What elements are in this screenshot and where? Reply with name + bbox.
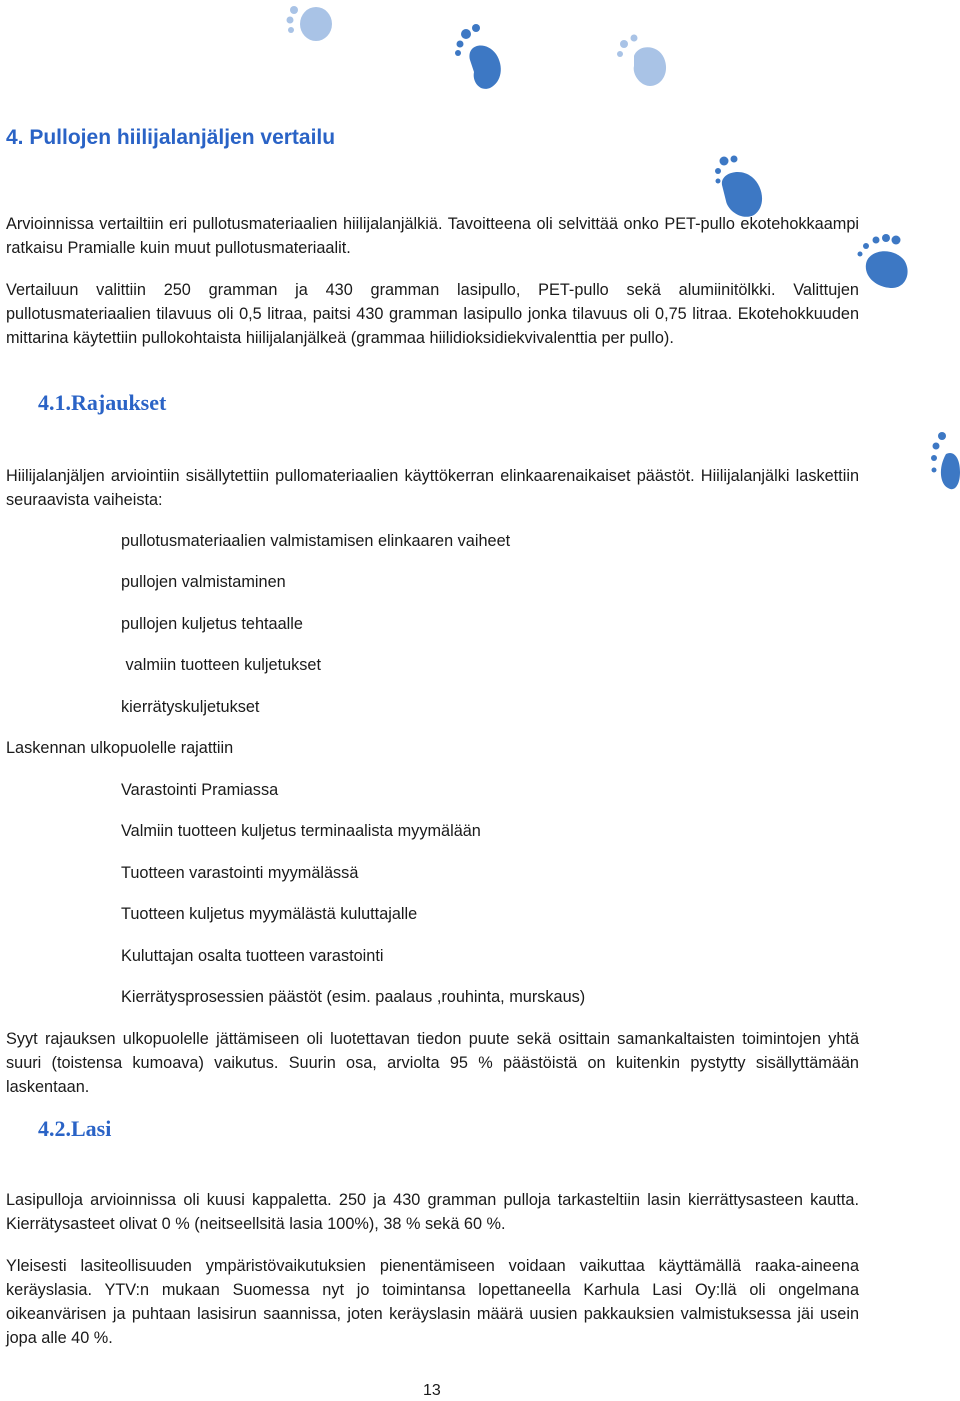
list-item: pullojen kuljetus tehtaalle xyxy=(121,615,303,633)
footprint-icon xyxy=(852,232,916,290)
list-item: pullotusmateriaalien valmistamisen elinkaaren vaiheet xyxy=(121,532,511,550)
footprint-icon xyxy=(282,0,348,44)
list-item: Varastointi Pramiassa xyxy=(121,781,279,799)
intro-paragraph-2: Vertailuun valittiin 250 gramman ja 430 gramman lasipullo, PET-pullo sekä alumiinitölkki. Valittujen pullotusmateriaalien tilavuus oli 0,5 litraa, paitsi 430 gramman lasipullo jonka tilavuus oli 0,75 litraa. Ekotehokkuuden mittarina käytettiin pullokohtaista hiilijalanjälkeä (grammaa hiilidioksidiekvivalenttia per pullo). xyxy=(6,281,859,347)
list-item: Tuotteen varastointi myymälässä xyxy=(121,864,359,882)
page-number: 13 xyxy=(423,1382,441,1399)
rajaukset-paragraph-1: Hiilijalanjäljen arviointiin sisällytettiin pullomateriaalien käyttökerran elinkaarenaikaiset päästöt. Hiilijalanjälki laskettiin seuraavista vaiheista: xyxy=(6,467,859,509)
list-item: pullojen valmistaminen xyxy=(121,573,286,591)
list-item: Kierrätysprosessien päästöt (esim. paalaus ,rouhinta, murskaus) xyxy=(121,988,586,1006)
footprint-icon xyxy=(924,428,960,494)
footprint-icon xyxy=(612,30,676,90)
intro-paragraph-1: Arvioinnissa vertailtiin eri pullotusmateriaalien hiilijalanjälkiä. Tavoitteena oli selvittää onko PET-pullo ekotehokkaampi ratkaisu Pramialle kuin muut pullotusmateriaalit. xyxy=(6,215,859,257)
list-item: kierrätyskuljetukset xyxy=(121,698,260,716)
list-item: Valmiin tuotteen kuljetus terminaalista myymälään xyxy=(121,822,481,840)
rajaukset-paragraph-2: Syyt rajauksen ulkopuolelle jättämiseen oli luotettavan tiedon puute sekä osittain samankaltaisten toimintojen yhtä suuri (toistensa kumoava) vaikutus. Suurin osa, arviolta 95 % päästöistä on kuitenkin pystytty sisällyttämään laskentaan. xyxy=(6,1030,859,1096)
list-item: valmiin tuotteen kuljetukset xyxy=(121,656,322,674)
list-item: Tuotteen kuljetus myymälästä kuluttajalle xyxy=(121,905,418,923)
subsection-heading-lasi: 4.2.Lasi xyxy=(38,1116,112,1141)
lasi-paragraph-2: Yleisesti lasiteollisuuden ympäristövaikutuksien pienentämiseen voidaan vaikuttaa käyttämällä raaka-aineena keräyslasia. YTV:n mukaan Suomessa nyt jo toimintansa lopettaneella Karhula Lasi Oy:llä oli ongelmana oikeanvärisen ja puhtaan lasisirun saannissa, joten keräyslasin määrä uusien pakkauksien valmistuksessa jäi usein jopa alle 40 %. xyxy=(6,1257,859,1347)
excluded-label: Laskennan ulkopuolelle rajattiin xyxy=(6,739,234,757)
section-heading: 4. Pullojen hiilijalanjäljen vertailu xyxy=(6,126,336,149)
list-item: Kuluttajan osalta tuotteen varastointi xyxy=(121,947,384,965)
subsection-heading-rajaukset: 4.1.Rajaukset xyxy=(38,390,167,415)
lasi-paragraph-1: Lasipulloja arvioinnissa oli kuusi kappaletta. 250 ja 430 gramman pulloja tarkasteltiin lasin kierrättysasteen kautta. Kierrätysasteet olivat 0 % (neitseellsitä lasia 100%), 38 % sekä 60 %. xyxy=(6,1191,859,1233)
footprint-icon xyxy=(452,22,510,92)
